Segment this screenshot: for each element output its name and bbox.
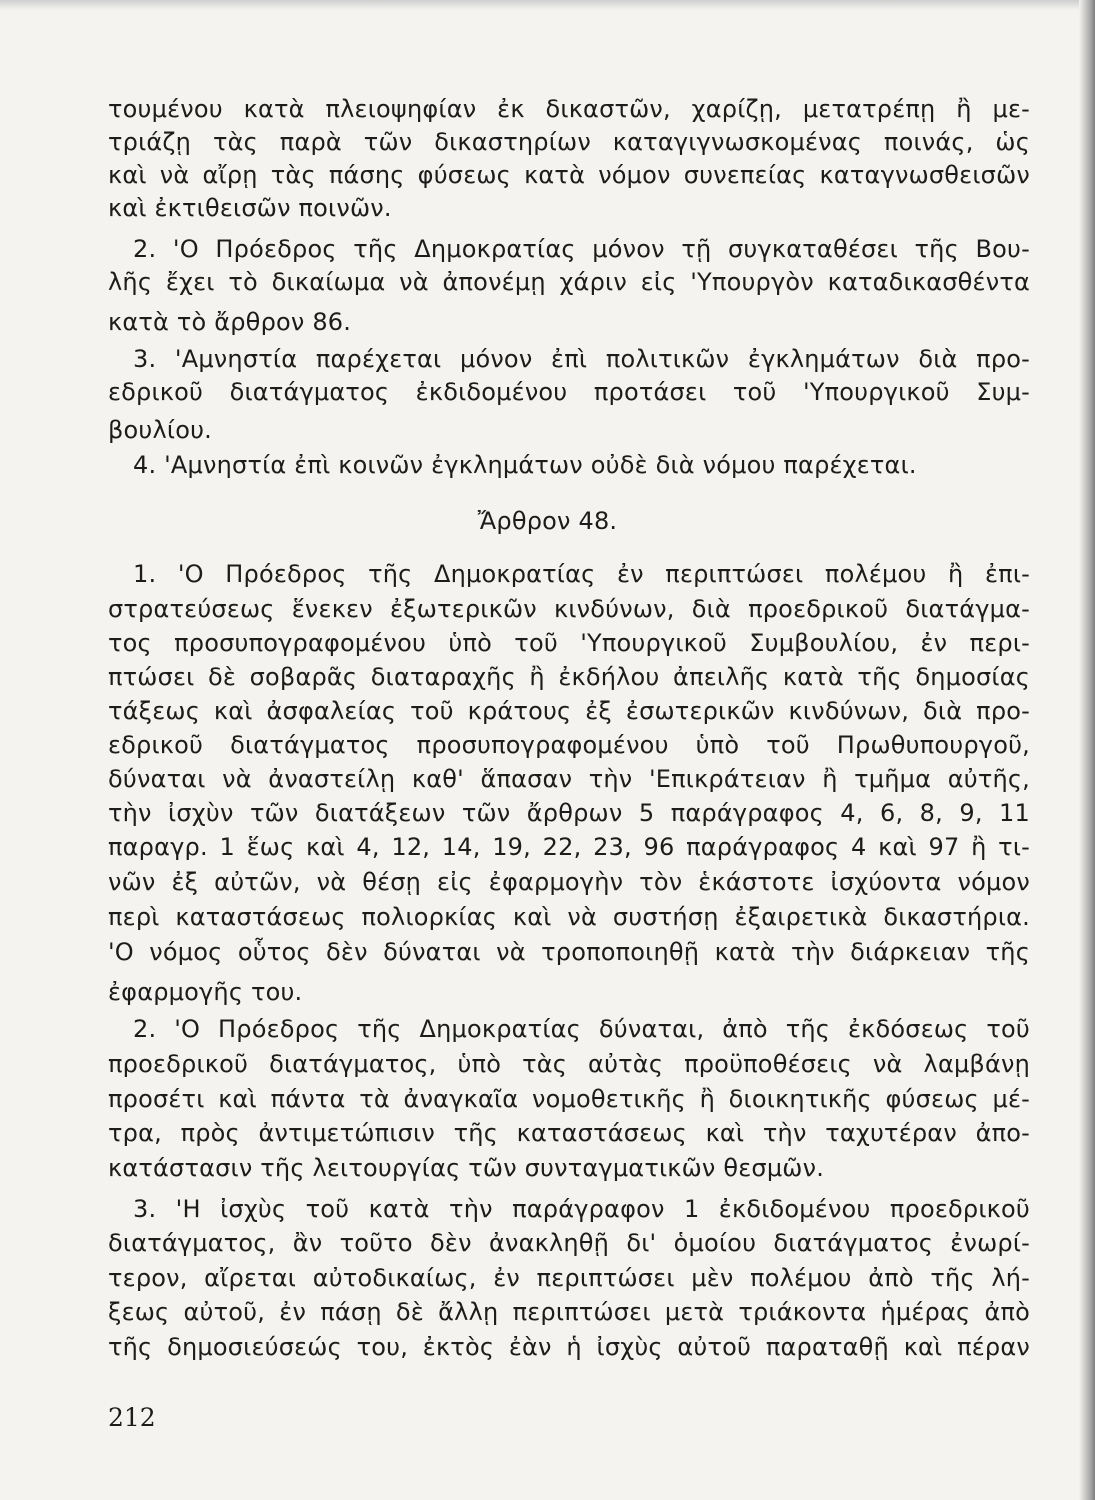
text-line: τρα, πρὸς ἀντιμετώπισιν τῆς καταστάσεως καὶ τὴν ταχυτέραν ἀπο- (108, 1119, 1030, 1147)
article-heading: Ἄρθρον 48. (477, 507, 618, 535)
text-line: εδρικοῦ διατάγματος ἐκδιδομένου προτάσει τοῦ 'Υπουργικοῦ Συμ- (108, 378, 1030, 406)
text-line: περὶ καταστάσεως πολιορκίας καὶ νὰ συστήσῃ ἐξαιρετικὰ δικαστήρια. (108, 903, 1030, 931)
text-line: 'Ο νόμος οὗτος δὲν δύναται νὰ τροποποιηθῇ κατὰ τὴν διάρκειαν τῆς (108, 938, 1030, 966)
text-line: προεδρικοῦ διατάγματος, ὑπὸ τὰς αὐτὰς προϋποθέσεις νὰ λαμβάνῃ (108, 1050, 1030, 1078)
paragraph-start-line: 1. 'Ο Πρόεδρος τῆς Δημοκρατίας ἐν περιπτώσει πολέμου ἢ ἐπι- (133, 560, 1030, 588)
text-line: προσέτι καὶ πάντα τὰ ἀναγκαῖα νομοθετικῆς ἢ διοικητικῆς φύσεως μέ- (108, 1085, 1030, 1113)
text-line: κατάστασιν τῆς λειτουργίας τῶν συνταγματικῶν θεσμῶν. (108, 1154, 825, 1182)
text-line: ξεως αὐτοῦ, ἐν πάσῃ δὲ ἄλλῃ περιπτώσει μετὰ τριάκοντα ἡμέρας ἀπὸ (108, 1298, 1030, 1326)
paragraph-start-line: 3. 'Αμνηστία παρέχεται μόνον ἐπὶ πολιτικῶν ἐγκλημάτων διὰ προ- (133, 345, 1030, 373)
text-line: λῆς ἔχει τὸ δικαίωμα νὰ ἀπονέμῃ χάριν εἰς 'Υπουργὸν καταδικασθέντα (108, 268, 1030, 296)
text-line: ἐφαρμογῆς του. (108, 978, 303, 1006)
text-line: βουλίου. (108, 416, 213, 444)
paragraph-start-line: 2. 'Ο Πρόεδρος τῆς Δημοκρατίας δύναται, ἀπὸ τῆς ἐκδόσεως τοῦ (133, 1015, 1030, 1043)
text-line: καὶ νὰ αἴρῃ τὰς πάσης φύσεως κατὰ νόμον συνεπείας καταγνωσθεισῶν (108, 161, 1030, 189)
paragraph-start-line: 3. 'Η ἰσχὺς τοῦ κατὰ τὴν παράγραφον 1 ἐκδιδομένου προεδρικοῦ (133, 1195, 1030, 1223)
text-line: τος προσυπογραφομένου ὑπὸ τοῦ 'Υπουργικοῦ Συμβουλίου, ἐν περι- (108, 629, 1030, 657)
text-line: διατάγματος, ἂν τοῦτο δὲν ἀνακληθῇ δι' ὁμοίου διατάγματος ἐνωρί- (108, 1229, 1030, 1257)
text-line: πτώσει δὲ σοβαρᾶς διαταραχῆς ἢ ἐκδήλου ἀπειλῆς κατὰ τῆς δημοσίας (108, 663, 1030, 691)
text-line: παραγρ. 1 ἕως καὶ 4, 12, 14, 19, 22, 23, 96 παράγραφος 4 καὶ 97 ἢ τι- (108, 833, 1030, 861)
text-line: τριάζῃ τὰς παρὰ τῶν δικαστηρίων καταγιγνωσκομένας ποινάς, ὡς (108, 128, 1030, 156)
text-line: καὶ ἐκτιθεισῶν ποινῶν. (108, 194, 392, 222)
scan-shadow-top (0, 0, 1095, 10)
text-line: στρατεύσεως ἕνεκεν ἐξωτερικῶν κινδύνων, διὰ προεδρικοῦ διατάγμα- (108, 595, 1030, 623)
text-line: εδρικοῦ διατάγματος προσυπογραφομένου ὑπὸ τοῦ Πρωθυπουργοῦ, (108, 731, 1030, 759)
scan-shadow-right (1079, 0, 1095, 1500)
paragraph-start-line: 2. 'Ο Πρόεδρος τῆς Δημοκρατίας μόνον τῇ συγκαταθέσει τῆς Βου- (133, 235, 1030, 263)
text-line: νῶν ἐξ αὐτῶν, νὰ θέσῃ εἰς ἐφαρμογὴν τὸν ἑκάστοτε ἰσχύοντα νόμον (108, 868, 1030, 896)
text-line: τουμένου κατὰ πλειοψηφίαν ἐκ δικαστῶν, χαρίζῃ, μετατρέπῃ ἢ με- (108, 95, 1030, 123)
page-number: 212 (108, 1403, 156, 1432)
text-line: τῆς δημοσιεύσεώς του, ἐκτὸς ἐὰν ἡ ἰσχὺς αὐτοῦ παραταθῇ καὶ πέραν (108, 1333, 1030, 1361)
text-line: τερον, αἴρεται αὐτοδικαίως, ἐν περιπτώσει μὲν πολέμου ἀπὸ τῆς λή- (108, 1264, 1030, 1292)
text-line: κατὰ τὸ ἄρθρον 86. (108, 308, 352, 336)
text-line: δύναται νὰ ἀναστείλῃ καθ' ἅπασαν τὴν 'Επικράτειαν ἢ τμῆμα αὐτῆς, (108, 765, 1030, 793)
paragraph-start-line: 4. 'Αμνηστία ἐπὶ κοινῶν ἐγκλημάτων οὐδὲ διὰ νόμου παρέχεται. (133, 451, 917, 479)
text-line: τάξεως καὶ ἀσφαλείας τοῦ κράτους ἐξ ἐσωτερικῶν κινδύνων, διὰ προ- (108, 697, 1030, 725)
text-line: τὴν ἰσχὺν τῶν διατάξεων τῶν ἄρθρων 5 παράγραφος 4, 6, 8, 9, 11 (108, 799, 1030, 827)
